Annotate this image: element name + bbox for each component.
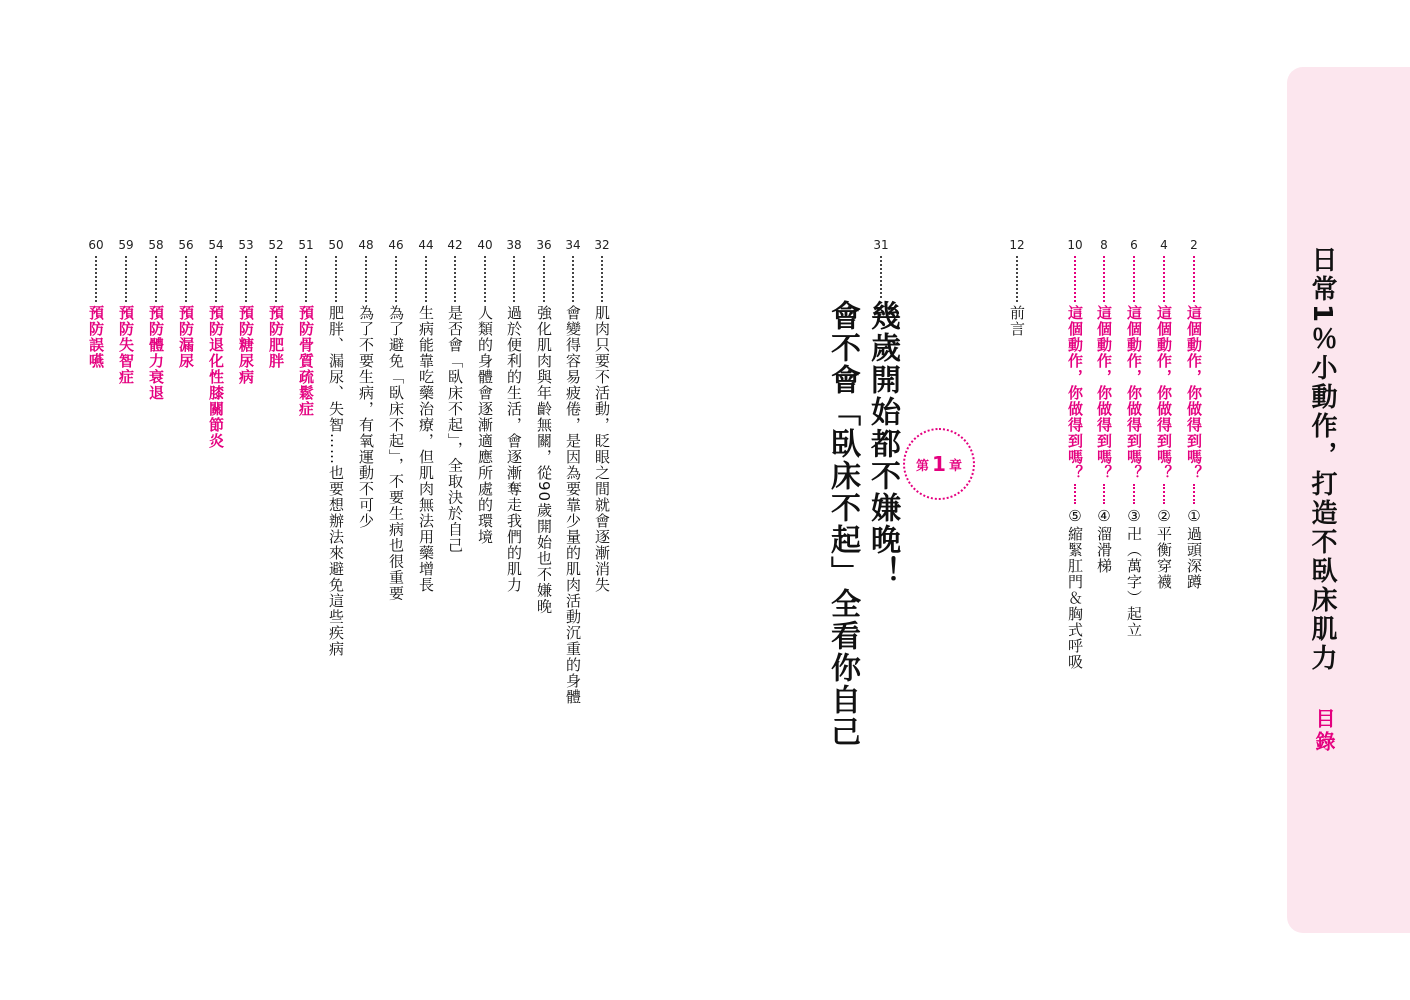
entry-title: 肌肉只要不活動，眨眼之間就會逐漸消失 <box>593 305 611 593</box>
page-number: 6 <box>1130 238 1138 252</box>
toc-entry-prevention[interactable] <box>294 238 318 417</box>
page-number: 36 <box>536 238 552 252</box>
leader-dots <box>275 256 277 302</box>
page-number: 60 <box>88 238 104 252</box>
leader-dots <box>395 256 397 302</box>
leader-dots <box>215 256 217 302</box>
toc-entry-front-2[interactable] <box>1152 238 1176 590</box>
leader-dots <box>365 256 367 302</box>
toc-entry-section[interactable] <box>354 238 378 529</box>
toc-entry-section[interactable] <box>532 238 556 614</box>
entry-title: 預防退化性膝關節炎 <box>207 305 225 449</box>
page-number: 4 <box>1160 238 1168 252</box>
chapter-badge <box>903 428 975 500</box>
page-number: 54 <box>208 238 224 252</box>
leader-dots <box>1016 256 1018 302</box>
leader-dots <box>1103 256 1105 302</box>
toc-entry-prevention[interactable] <box>114 238 138 385</box>
leader-dots <box>1133 256 1135 302</box>
entry-title: 生病能靠吃藥治療，但肌肉無法用藥增長 <box>417 305 435 593</box>
chapter-title-line2: 會不會「臥床不起」全看你自己 <box>825 300 860 748</box>
page-number: 52 <box>268 238 284 252</box>
toc-entry-prevention[interactable] <box>84 238 108 369</box>
entry-title: 預防糖尿病 <box>237 305 255 385</box>
toc-entry-section[interactable] <box>473 238 497 545</box>
page-number: 44 <box>418 238 434 252</box>
toc-entry-front-1[interactable] <box>1182 238 1206 590</box>
entry-subtitle: ②平衡穿襪 <box>1155 507 1173 590</box>
toc-entry-section[interactable] <box>384 238 408 602</box>
leader-dots <box>601 256 603 302</box>
toc-label: 目錄 <box>1312 708 1336 754</box>
entry-title: 預防體力衰退 <box>147 305 165 401</box>
chapter-badge-prefix: 第 <box>916 458 930 474</box>
page-number: 32 <box>594 238 610 252</box>
page-number: 48 <box>358 238 374 252</box>
leader-dots <box>1074 484 1076 504</box>
toc-entry-prevention[interactable] <box>144 238 168 401</box>
leader-dots <box>125 256 127 302</box>
entry-subtitle: ⑤縮緊肛門＆胸式呼吸 <box>1066 507 1084 670</box>
toc-entry-section[interactable] <box>502 238 526 593</box>
entry-title: 人類的身體會逐漸適應所處的環境 <box>476 305 494 545</box>
page-number: 51 <box>298 238 314 252</box>
entry-title: 前言 <box>1008 305 1026 337</box>
leader-dots <box>1133 484 1135 504</box>
entry-title: 預防骨質疏鬆症 <box>297 305 315 417</box>
entry-title: 這個動作，你做得到嗎？ <box>1155 305 1173 481</box>
leader-dots <box>305 256 307 302</box>
toc-entry-preface[interactable] <box>1005 238 1029 337</box>
page-number: 34 <box>565 238 581 252</box>
page-number: 58 <box>148 238 164 252</box>
toc-entry-prevention[interactable] <box>174 238 198 369</box>
toc-entry-prevention[interactable] <box>204 238 228 449</box>
page-number: 56 <box>178 238 194 252</box>
entry-subtitle: ①過頭深蹲 <box>1185 507 1203 590</box>
entry-title: 過於便利的生活，會逐漸奪走我們的肌力 <box>505 305 523 593</box>
entry-title: 這個動作，你做得到嗎？ <box>1066 305 1084 481</box>
entry-title: 這個動作，你做得到嗎？ <box>1125 305 1143 481</box>
toc-entry-front-5[interactable] <box>1063 238 1087 670</box>
page-number: 12 <box>1009 238 1025 252</box>
page-number: 59 <box>118 238 134 252</box>
page-number: 40 <box>477 238 493 252</box>
entry-title: 預防誤嚥 <box>87 305 105 369</box>
leader-dots <box>185 256 187 302</box>
leader-dots <box>1193 256 1195 302</box>
page-number: 53 <box>238 238 254 252</box>
toc-entry-section[interactable] <box>590 238 614 593</box>
chapter-page-number: 31 <box>873 238 889 252</box>
leader-dots <box>543 256 545 302</box>
entry-title: 是否會「臥床不起」，全取決於自己 <box>446 305 464 554</box>
leader-dots <box>425 256 427 302</box>
page-number: 38 <box>506 238 522 252</box>
entry-title: 肥胖、漏尿、失智……也要想辦法來避免這些疾病 <box>327 305 345 657</box>
leader-dots <box>95 256 97 302</box>
toc-entry-section[interactable] <box>324 238 348 657</box>
entry-title: 為了不要生病，有氧運動不可少 <box>357 305 375 529</box>
leader-dots <box>1074 256 1076 302</box>
toc-entry-front-3[interactable] <box>1122 238 1146 638</box>
entry-title: 預防漏尿 <box>177 305 195 369</box>
leader-dots <box>880 256 882 298</box>
toc-entry-front-4[interactable] <box>1092 238 1116 574</box>
toc-entry-section[interactable] <box>561 238 585 705</box>
leader-dots <box>513 256 515 302</box>
leader-dots <box>245 256 247 302</box>
leader-dots <box>484 256 486 302</box>
leader-dots <box>335 256 337 302</box>
page-number: 8 <box>1100 238 1108 252</box>
chapter-badge-suffix: 章 <box>948 458 962 474</box>
entry-title: 會變得容易疲倦，是因為要靠少量的肌肉活動沉重的身體 <box>564 305 582 705</box>
toc-entry-prevention[interactable] <box>234 238 258 385</box>
entry-subtitle: ④溜滑梯 <box>1095 507 1113 574</box>
toc-entry-section[interactable] <box>414 238 438 593</box>
book-title: 日常1％小動作，打造不臥床肌力 <box>1307 246 1337 674</box>
chapter-badge-number: 1 <box>932 452 946 476</box>
chapter-title[interactable] <box>822 300 902 748</box>
chapter-title-line1: 幾歲開始都不嫌晚！ <box>865 300 900 588</box>
page-number: 50 <box>328 238 344 252</box>
entry-title: 這個動作，你做得到嗎？ <box>1185 305 1203 481</box>
page-number: 42 <box>447 238 463 252</box>
leader-dots <box>1103 484 1105 504</box>
page-number: 46 <box>388 238 404 252</box>
leader-dots <box>155 256 157 302</box>
entry-title: 預防肥胖 <box>267 305 285 369</box>
page-number: 10 <box>1067 238 1083 252</box>
leader-dots <box>454 256 456 302</box>
leader-dots <box>572 256 574 302</box>
leader-dots <box>1163 484 1165 504</box>
toc-entry-prevention[interactable] <box>264 238 288 369</box>
entry-title: 預防失智症 <box>117 305 135 385</box>
toc-entry-section[interactable] <box>443 238 467 554</box>
leader-dots <box>1163 256 1165 302</box>
entry-title: 強化肌肉與年齡無關，從90歲開始也不嫌晚 <box>535 305 553 615</box>
entry-subtitle: ③卍（萬字）起立 <box>1125 507 1143 638</box>
entry-title: 為了避免「臥床不起」，不要生病也很重要 <box>387 305 405 602</box>
page-number: 2 <box>1190 238 1198 252</box>
entry-title: 這個動作，你做得到嗎？ <box>1095 305 1113 481</box>
leader-dots <box>1193 484 1195 504</box>
title-sidebar <box>1287 67 1410 933</box>
